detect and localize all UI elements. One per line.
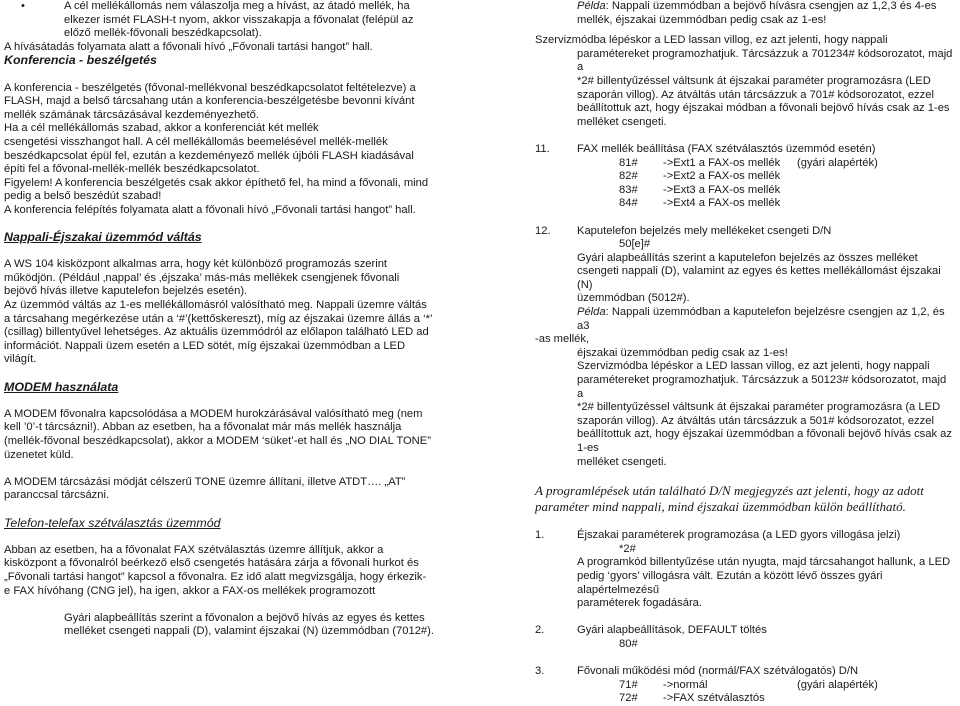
item-line: csengeti nappali (D), valamint az egyes és kettes mellékállomást éjszakai (N): [577, 265, 941, 291]
conference-paragraph-line: pedig a belső beszédút szabad!: [4, 190, 162, 203]
item-example-continued: -as mellék,: [535, 333, 590, 346]
day-night-line: A WS 104 kisközpont alkalmas arra, hogy két különböző programozás szerint: [4, 258, 388, 271]
fax-code: 84#: [619, 197, 638, 210]
item-code: 80#: [619, 637, 638, 650]
item-example-line: Példa: Nappali üzemmódban a kaputelefon bejelzésre csengjen az 1,2, és a3: [577, 306, 945, 332]
list-item-1: [535, 529, 953, 611]
fax-line: „Fővonali tartási hangot” kapcsol a fővonalra. Ez idő alatt megvizsgálja, hogy érkezik-: [4, 570, 427, 583]
fax-code-desc: ->Ext4 a FAX-os mellék: [663, 197, 781, 210]
conference-paragraph-line: csengetési visszhangot hall. A cél mellékállomás beemelésével mellék-mellék: [4, 135, 388, 148]
modem-line: üzenetet küld.: [4, 448, 74, 461]
bullet-line: elkezer ismét FLASH-t nyom, akkor visszakapja a fővonalat (felépül az: [64, 13, 414, 26]
mode-code: 71#: [619, 678, 638, 691]
fax-default-line: melléket csengeti nappali (D), valamint éjszakai (N) üzemmódban (7012#).: [64, 625, 434, 638]
list-item-2: [535, 624, 953, 651]
conference-paragraph-line: A konferencia felépítés folyamata alatt a fővonali hívó „Fővonali tartási hangot” hall.: [4, 203, 416, 216]
transfer-hold-text: A hívásátadás folyamata alatt a fővonali hívó „Fővonali tartási hangot” hall.: [4, 40, 373, 53]
conference-paragraph-line: A konferencia - beszélgetés (fővonal-mellékvonal beszédkapcsolatot feltételezve) a: [4, 81, 416, 94]
day-night-line: információt. Nappali üzem esetén a LED sötét, míg éjszakai üzemmódban a LED: [4, 339, 406, 352]
conference-paragraph-line: mellék számának tárcsázásával kezdeményezhető.: [4, 108, 259, 121]
item-11: [535, 143, 953, 211]
example-label: Példa: [577, 306, 606, 319]
mode-code-note: (gyári alapérték): [797, 678, 878, 691]
item-title: Kaputelefon bejelzés mely mellékeket csengeti D/N: [577, 224, 832, 237]
service-mode-line: *2# billentyűzéssel váltsunk át éjszakai paraméter programozásra (LED: [577, 74, 931, 87]
item-line: paraméterek fogadására.: [577, 597, 703, 610]
mode-code: 72#: [619, 692, 638, 705]
list-item-3: [535, 665, 953, 706]
item-number: 11.: [535, 142, 550, 155]
modem-line: paranccsal tárcsázni.: [4, 489, 110, 502]
conference-paragraph-line: építi fel a fővonal-mellék-mellék beszédkapcsolatot.: [4, 163, 260, 176]
day-night-line: (csillag) billentyűvel lehetséges. Az aktuális üzemmódról az előlapon található LED ad: [4, 326, 429, 339]
item-number: 2.: [535, 624, 545, 637]
item-line: pedig ‘gyors’ villogásra vált. Ezután a között lévő összes gyári alapértelmezésű: [577, 569, 883, 596]
service-mode-line: paramétereket programozhatjuk. Tárcsázzuk a 701234# kódsorozatot, majd a: [577, 47, 953, 74]
fax-code: 81#: [619, 156, 638, 169]
mode-code-desc: ->FAX szétválasztós: [663, 692, 765, 705]
item-title: Fővonali működési mód (normál/FAX szétválogatós) D/N: [577, 665, 859, 678]
top-example-line: mellék, éjszakai üzemmódban pedig csak az 1-es!: [577, 13, 827, 26]
bullet-line: előző mellék-fővonali beszédkapcsolat).: [64, 27, 262, 40]
fax-code-note: (gyári alapérték): [797, 156, 878, 169]
day-night-line: Az üzemmód váltás az 1-es mellékállomásról valósítható meg. Nappali üzemre váltás: [4, 299, 427, 312]
left-column: [4, 0, 434, 639]
dn-note-line: A programlépések után található D/N megjegyzés azt jelenti, hogy az adott: [535, 482, 924, 498]
item-code: 50[e]#: [619, 238, 651, 251]
item-number: 1.: [535, 529, 545, 542]
service-mode-line: Szervizmódba lépéskor a LED lassan villog, ez azt jelenti, hogy nappali: [577, 360, 930, 373]
fax-code-desc: ->Ext3 a FAX-os mellék: [663, 183, 781, 196]
fax-code-desc: ->Ext1 a FAX-os mellék: [663, 156, 781, 169]
fax-code-desc: ->Ext2 a FAX-os mellék: [663, 170, 781, 183]
modem-line: A MODEM tárcsázási módját célszerű TONE üzemre állítani, illetve ATDT…. „AT”: [4, 475, 406, 488]
service-mode-line: *2# billentyűzéssel váltsunk át éjszakai paraméter programozásra (a LED: [577, 401, 941, 414]
fax-line: e FAX hívóhang (CNG jel), ha igen, akkor a FAX-os mellékek programozott: [4, 584, 376, 597]
item-line: üzemmódban (5012#).: [577, 292, 690, 305]
mode-code-desc: ->normál: [663, 678, 708, 691]
service-mode-line: szaporán villog). Az átváltás után tárcsázzuk a 501# kódsorozatot, ezzel: [577, 414, 934, 427]
item-number: 3.: [535, 665, 545, 678]
conference-paragraph-line: beszédkapcsolat épül fel, ezután a kezdeményező mellék újbóli FLASH kiadásával: [4, 149, 414, 162]
service-mode-line: melléket csengeti.: [577, 455, 667, 468]
service-mode-line: beállítottuk azt, hogy éjszakai üzemmódban a fővonali bejövő hívás csak az 1-es: [577, 428, 952, 454]
bullet-dot-icon: •: [21, 0, 25, 12]
day-night-line: működjön. (Például ‚nappal’ és ‚éjszaka’ más-más mellékek csengjenek fővonali: [4, 271, 400, 284]
item-line: A programkód billentyűzése után nyugta, majd tárcsahangot hallunk, a LED: [577, 556, 951, 569]
fax-heading: Telefon-telefax szétválasztás üzemmód: [4, 515, 221, 530]
conference-paragraph-line: FLASH, majd a belső tárcsahang után a konferencia-beszélgetésbe bevonni kívánt: [4, 95, 415, 108]
service-mode-line: beállítottuk azt, hogy éjszakai módban a fővonali bejövő hívás csak az 1-es: [577, 102, 950, 115]
modem-heading: MODEM használata: [4, 379, 119, 394]
day-night-line: a tárcsahang megérkezése után a ‘#’(kettőskereszt), míg az éjszakai üzemre állás a ‘*’: [4, 312, 433, 325]
service-mode-line: paramétereket programozhatjuk. Tárcsázzuk a 50123# kódsorozatot, majd a: [577, 374, 947, 400]
transfer-fail-bullet: [4, 0, 434, 41]
service-mode-line: melléket csengeti.: [577, 115, 667, 128]
item-line: Gyári alapbeállítás szerint a kaputelefon bejelzés az összes melléket: [577, 251, 918, 264]
day-night-line: világít.: [4, 353, 37, 366]
conference-paragraph-line: Figyelem! A konferencia beszélgetés csak akkor építhető fel, ha mind a fővonali, mind: [4, 176, 429, 189]
item-number: 12.: [535, 224, 551, 237]
modem-line: kell ’0’-t tárcsázni!). Abban az esetben, ha a fővonalat már más mellék használja: [4, 421, 402, 434]
conference-paragraph-line: Ha a cél mellékállomás szabad, akkor a konferenciát két mellék: [4, 122, 319, 135]
service-mode-line: Szervizmódba lépéskor a LED lassan villog, ez azt jelenti, hogy nappali: [535, 34, 888, 47]
item-title: Gyári alapbeállítások, DEFAULT töltés: [577, 624, 767, 637]
item-title: FAX mellék beállítása (FAX szétválasztós üzemmód esetén): [577, 142, 876, 155]
conference-heading: Konferencia - beszélgetés: [4, 53, 157, 68]
item-12: [535, 225, 953, 334]
example-label: Példa: [577, 0, 606, 12]
fax-line: kisközpont a fővonalról beérkező első csengetés hatására zárja a fővonali hurkot és: [4, 557, 419, 570]
modem-line: (mellék-fővonal beszédkapcsolat), akkor a MODEM ‘süket’-et hall és „NO DIAL TONE”: [4, 435, 431, 447]
day-night-line: bejövő hívás illetve kaputelefon bejelzés esetén).: [4, 285, 248, 298]
modem-line: A MODEM fővonalra kapcsolódása a MODEM hurokzárásával valósítható meg (nem: [4, 407, 423, 420]
day-night-heading: Nappali-Éjszakai üzemmód váltás: [4, 230, 202, 245]
fax-code: 83#: [619, 183, 638, 196]
dn-note-line: paraméter mind nappali, mind éjszakai üzemmódban külön beállítható.: [535, 499, 906, 515]
fax-code: 82#: [619, 170, 638, 183]
right-column: [535, 0, 953, 706]
fax-default-line: Gyári alapbeállítás szerint a fővonalon a bejövő hívás az egyes és kettes: [64, 611, 425, 624]
service-mode-line: szaporán villog). Az átváltás után tárcsázzuk a 701# kódsorozatot, ezzel: [577, 88, 934, 101]
item-title: Éjszakai paraméterek programozása (a LED gyors villogása jelzi): [577, 529, 901, 542]
bullet-line: A cél mellékállomás nem válaszolja meg a hívást, az átadó mellék, ha: [64, 0, 410, 12]
top-example-line: Példa: Nappali üzemmódban a bejövő hívásra csengjen az 1,2,3 és 4-es: [577, 0, 937, 12]
fax-line: Abban az esetben, ha a fővonalat FAX szétválasztás üzemre állítjuk, akkor a: [4, 543, 384, 556]
item-code: *2#: [619, 542, 636, 555]
item-example-night: éjszakai üzemmódban pedig csak az 1-es!: [577, 346, 788, 359]
